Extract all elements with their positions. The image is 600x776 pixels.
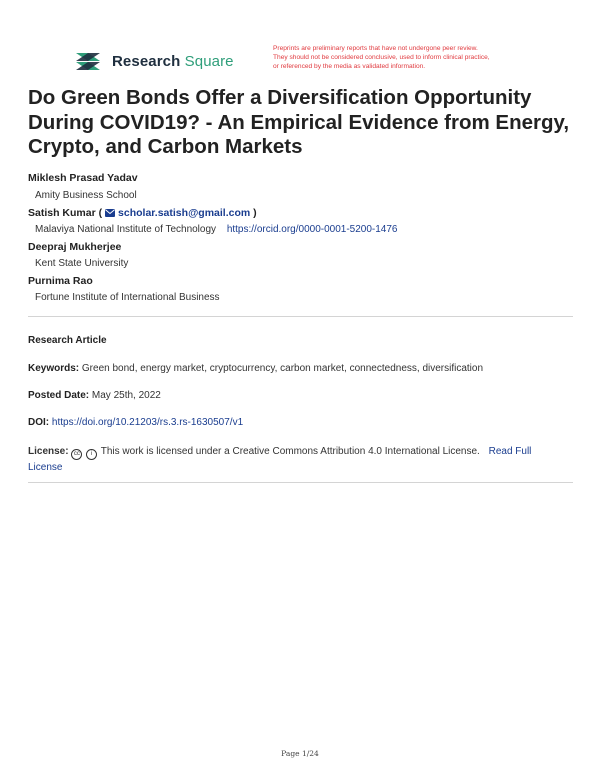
author-affiliation: Fortune Institute of International Business xyxy=(35,292,220,303)
author-email: scholar.satish@gmail.com xyxy=(118,207,251,219)
keywords-label: Keywords: xyxy=(28,363,80,374)
title-line: Crypto, and Carbon Markets xyxy=(28,135,303,158)
orcid-link[interactable]: https://orcid.org/0000-0001-5200-1476 xyxy=(226,224,398,235)
posted-date-row xyxy=(28,390,161,401)
posted-date-value: May 25th, 2022 xyxy=(91,390,161,401)
posted-date-label: Posted Date: xyxy=(28,390,90,401)
title-line: During COVID19? - An Empirical Evidence from Energy, xyxy=(28,110,570,134)
page-number: Page 1/24 xyxy=(281,749,319,758)
license-row xyxy=(28,444,573,475)
research-square-logo-icon xyxy=(74,49,104,73)
author-affiliation: Amity Business School xyxy=(35,190,137,201)
notice-line: They should not be considered conclusive, used to inform clinical practice, xyxy=(273,54,490,61)
creative-commons-icon: cc xyxy=(71,449,82,460)
doi-link[interactable]: https://doi.org/10.21203/rs.3.rs-1630507/v1 xyxy=(51,417,244,428)
research-square-logo[interactable] xyxy=(74,46,234,76)
brand-word-square: Square xyxy=(184,52,234,70)
attribution-icon: i xyxy=(86,449,97,460)
read-full-license-link[interactable]: Read Full License xyxy=(28,446,532,473)
article-type: Research Article xyxy=(28,335,107,346)
divider xyxy=(28,482,573,483)
author-name: Deepraj Mukherjee xyxy=(28,241,122,253)
author-affiliation-row xyxy=(35,224,398,235)
notice-line: Preprints are preliminary reports that have not undergone peer review. xyxy=(273,45,478,52)
author-affiliation: Kent State University xyxy=(35,258,129,269)
author-affiliation: Malaviya National Institute of Technology xyxy=(35,224,217,235)
doi-row xyxy=(28,417,243,428)
author-name: Miklesh Prasad Yadav xyxy=(28,172,138,184)
preprint-notice xyxy=(273,44,573,71)
license-label: License: xyxy=(28,446,69,457)
envelope-icon xyxy=(105,209,115,217)
notice-line: or referenced by the media as validated information. xyxy=(273,63,426,70)
brand-word-research: Research xyxy=(112,52,181,70)
divider xyxy=(28,316,573,317)
brand-name xyxy=(112,53,234,70)
doi-label: DOI: xyxy=(28,417,50,428)
license-text: This work is licensed under a Creative Commons Attribution 4.0 International License. xyxy=(100,446,480,457)
author-email-link[interactable] xyxy=(105,207,253,219)
author-name: Satish Kumar xyxy=(28,207,96,219)
keywords-row xyxy=(28,363,483,374)
author-name: Purnima Rao xyxy=(28,275,93,287)
author-name-with-email: Satish Kumar ( scholar.satish@gmail.com ) xyxy=(28,207,257,219)
paper-title xyxy=(28,86,578,160)
title-line: Do Green Bonds Offer a Diversification Opportunity xyxy=(28,86,532,109)
keywords-value: Green bond, energy market, cryptocurrency, carbon market, connectedness, diversification xyxy=(81,363,484,374)
